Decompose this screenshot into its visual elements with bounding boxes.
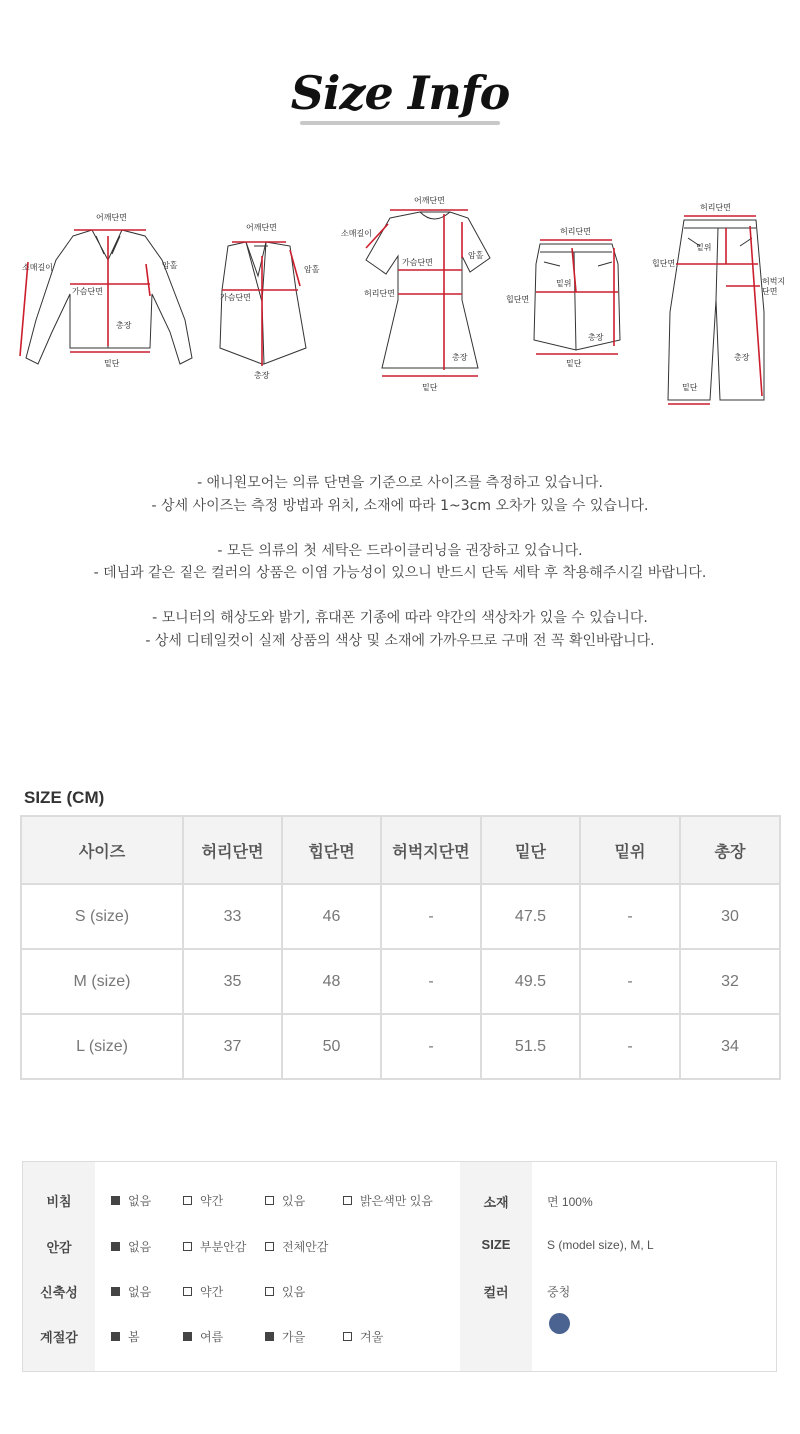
table-row xyxy=(21,884,780,949)
note-line: - 모든 의류의 첫 세탁은 드라이클리닝을 권장하고 있습니다. xyxy=(217,542,583,559)
pants-length-label: 총장 xyxy=(734,353,750,362)
color-value: 중청 xyxy=(547,1285,571,1299)
color-swatch xyxy=(549,1313,570,1334)
page-title: Size Info xyxy=(290,66,510,120)
table-cell: 32 xyxy=(680,949,780,1014)
vest-chest-label: 가슴단면 xyxy=(220,293,251,302)
pants-outline xyxy=(668,220,764,400)
option-item xyxy=(111,1238,151,1255)
note-line: - 모니터의 해상도와 밝기, 휴대폰 기종에 따라 약간의 색상차가 있을 수 있습니다. xyxy=(152,610,648,626)
unchecked-box-icon xyxy=(343,1332,352,1341)
option-item xyxy=(111,1283,151,1300)
dress-shoulder-label: 어깨단면 xyxy=(414,196,445,205)
table-row xyxy=(21,949,780,1014)
option-label: 약간 xyxy=(200,1194,224,1208)
stretch-label: 신축성 xyxy=(40,1285,78,1300)
lining-label: 안감 xyxy=(46,1240,72,1255)
pants-hip-label: 힙단면 xyxy=(652,259,676,268)
size-name-cell: L (size) xyxy=(21,1014,183,1079)
dress-sleeve-label: 소매길이 xyxy=(341,229,372,238)
vest-shoulder-label: 어깨단면 xyxy=(246,223,277,232)
option-item xyxy=(265,1192,305,1209)
jacket-armhole-label: 암홀 xyxy=(162,261,178,270)
table-cell: 46 xyxy=(282,884,381,949)
table-cell: 30 xyxy=(680,884,780,949)
jacket-chest-label: 가슴단면 xyxy=(72,287,103,296)
title-wrap xyxy=(0,66,800,120)
option-label: 겨울 xyxy=(360,1330,384,1344)
table-cell: - xyxy=(580,884,680,949)
skirt-waist-label: 허리단면 xyxy=(560,227,591,236)
checked-box-icon xyxy=(183,1332,192,1341)
header-cell: 밑단 xyxy=(481,816,580,884)
option-item xyxy=(183,1283,223,1300)
option-label: 없음 xyxy=(128,1194,152,1208)
skirt-hip-label: 힙단면 xyxy=(506,295,530,304)
checked-box-icon xyxy=(111,1242,120,1251)
dress-waist-label: 허리단면 xyxy=(364,289,395,298)
pants-waist-label: 허리단면 xyxy=(700,203,731,212)
option-label: 가을 xyxy=(282,1330,306,1344)
jacket-shoulder-label: 어깨단면 xyxy=(96,213,127,222)
measurement-lines xyxy=(20,210,762,404)
note-line: - 상세 사이즈는 측정 방법과 위치, 소재에 따라 1~3cm 오차가 있을 수 있습니다. xyxy=(151,497,649,514)
size-name-cell: S (size) xyxy=(21,884,183,949)
option-label: 전체안감 xyxy=(282,1240,329,1254)
checked-box-icon xyxy=(265,1332,274,1341)
skirt-outline xyxy=(534,244,620,350)
option-label: 약간 xyxy=(200,1285,224,1299)
table-cell: 47.5 xyxy=(481,884,580,949)
option-label: 있음 xyxy=(282,1194,306,1208)
header-cell: 힙단면 xyxy=(282,816,381,884)
header-cell: 밑위 xyxy=(580,816,680,884)
unchecked-box-icon xyxy=(343,1196,352,1205)
vest-length-label: 총장 xyxy=(254,371,270,380)
jacket-sleeve-label: 소매길이 xyxy=(22,263,53,272)
fabric-info-table xyxy=(22,1161,777,1372)
table-cell: - xyxy=(381,949,481,1014)
size-table xyxy=(20,815,781,1080)
table-cell: - xyxy=(381,884,481,949)
model-size-label: SIZE xyxy=(481,1237,511,1252)
option-item xyxy=(343,1192,433,1209)
checked-box-icon xyxy=(111,1287,120,1296)
size-table-heading: SIZE (CM) xyxy=(24,788,105,807)
table-cell: 48 xyxy=(282,949,381,1014)
garment-outlines xyxy=(26,212,764,400)
unchecked-box-icon xyxy=(265,1242,274,1251)
table-row xyxy=(21,1014,780,1079)
checked-box-icon xyxy=(111,1196,120,1205)
skirt-hem-label: 밑단 xyxy=(566,359,582,368)
table-cell: 35 xyxy=(183,949,282,1014)
table-cell: 37 xyxy=(183,1014,282,1079)
table-cell: 49.5 xyxy=(481,949,580,1014)
table-cell: 33 xyxy=(183,884,282,949)
size-notes xyxy=(0,472,800,652)
option-label: 봄 xyxy=(128,1330,140,1344)
table-cell: - xyxy=(580,1014,680,1079)
option-label: 있음 xyxy=(282,1285,306,1299)
table-cell: 34 xyxy=(680,1014,780,1079)
option-label: 여름 xyxy=(200,1330,224,1344)
size-name-cell: M (size) xyxy=(21,949,183,1014)
note-line: - 데님과 같은 짙은 컬러의 상품은 이염 가능성이 있으니 반드시 단독 세탁 후 착용해주시길 바랍니다. xyxy=(93,565,707,581)
option-item xyxy=(265,1328,305,1345)
pants-thigh-label-1: 허벅지 xyxy=(762,277,786,286)
table-cell: - xyxy=(580,949,680,1014)
jacket-length-label: 총장 xyxy=(116,321,132,330)
dress-chest-label: 가슴단면 xyxy=(402,258,433,267)
table-cell: - xyxy=(381,1014,481,1079)
option-item xyxy=(111,1192,151,1209)
unchecked-box-icon xyxy=(183,1287,192,1296)
option-item xyxy=(183,1192,223,1209)
model-size-value: S (model size), M, L xyxy=(547,1238,654,1252)
size-table-header-row xyxy=(21,816,780,884)
pants-hem-label: 밑단 xyxy=(682,383,698,392)
note-line: - 애니원모어는 의류 단면을 기준으로 사이즈를 측정하고 있습니다. xyxy=(197,475,603,491)
garment-illustrations xyxy=(0,190,800,410)
season-label: 계절감 xyxy=(40,1330,78,1345)
dress-armhole-label: 암홀 xyxy=(468,251,484,260)
jacket-outline xyxy=(26,230,192,364)
title-underline xyxy=(300,121,500,125)
table-cell: 51.5 xyxy=(481,1014,580,1079)
header-cell: 허벅지단면 xyxy=(381,816,481,884)
color-label: 컬러 xyxy=(483,1285,509,1300)
material-label: 소재 xyxy=(483,1195,509,1210)
pants-rise-label: 밑위 xyxy=(696,243,712,252)
unchecked-box-icon xyxy=(265,1196,274,1205)
option-item xyxy=(265,1283,305,1300)
option-label: 없음 xyxy=(128,1285,152,1299)
option-item xyxy=(343,1328,383,1345)
measurement-diagrams xyxy=(0,190,800,410)
pants-thigh-label-2: 단면 xyxy=(762,287,778,296)
option-item xyxy=(111,1328,140,1345)
header-cell: 허리단면 xyxy=(183,816,282,884)
note-line: - 상세 디테일컷이 실제 상품의 색상 및 소재에 가까우므로 구매 전 꼭 확인바랍니다. xyxy=(145,632,655,649)
option-item xyxy=(183,1328,223,1345)
option-label: 부분안감 xyxy=(200,1240,247,1254)
jacket-hem-label: 밑단 xyxy=(104,359,120,368)
vest-armhole-label: 암홀 xyxy=(304,265,320,274)
option-label: 밝은색만 있음 xyxy=(360,1194,433,1208)
dress-hem-label: 밑단 xyxy=(422,383,438,392)
dress-length-label: 총장 xyxy=(452,353,468,362)
unchecked-box-icon xyxy=(183,1196,192,1205)
table-cell: 50 xyxy=(282,1014,381,1079)
see-through-label: 비침 xyxy=(46,1194,72,1209)
unchecked-box-icon xyxy=(183,1242,192,1251)
option-item xyxy=(265,1238,328,1255)
option-label: 없음 xyxy=(128,1240,152,1254)
header-cell: 사이즈 xyxy=(21,816,183,884)
unchecked-box-icon xyxy=(265,1287,274,1296)
option-item xyxy=(183,1238,246,1255)
header-cell: 총장 xyxy=(680,816,780,884)
checked-box-icon xyxy=(111,1332,120,1341)
skirt-length-label: 총장 xyxy=(588,333,604,342)
material-value: 면 100% xyxy=(547,1195,593,1209)
skirt-rise-label: 밑위 xyxy=(556,279,572,288)
